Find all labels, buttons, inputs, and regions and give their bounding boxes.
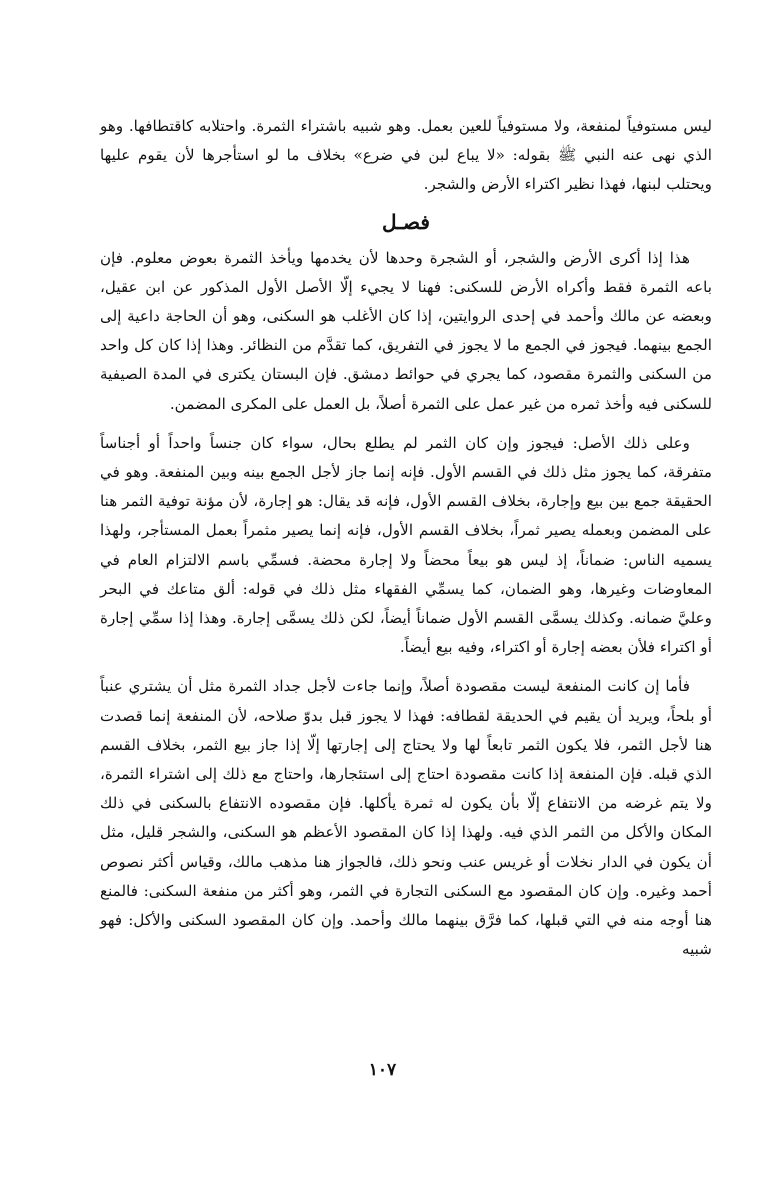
page-text	[100, 112, 712, 964]
page-number: ١٠٧	[368, 1060, 397, 1080]
paragraph: هذا إذا أكرى الأرض والشجر، أو الشجرة وحدها لأن يخدمها ويأخذ الثمرة بعوض معلوم. فإن باعه الثمرة فقط وأكراه الأرض للسكنى: فهنا لا يجيء إلّا الأصل الأول المذكور عن ابن عقيل، وبعضه عن مالك وأحمد في إحدى الروايتين، إذا كان الأغلب هو السكنى، وهو أن الحاجة داعية إلى الجمع بينهما. فيجوز في الجمع ما لا يجوز في التفريق، كما تقدَّم من النظائر. وهذا إذا كان كل واحد من السكنى والثمرة مقصود، كما يجري في حوائط دمشق. فإن البستان يكترى في المدة الصيفية للسكنى فيه وأخذ ثمره من غير عمل على الثمرة أصلاً، بل العمل على المكرى المضمن.	[100, 248, 712, 413]
section-title: فصـل	[382, 209, 430, 234]
paragraph: وعلى ذلك الأصل: فيجوز وإن كان الثمر لم يطلع بحال، سواء كان جنساً واحداً أو أجناساً متفرقة، كما يجوز مثل ذلك في القسم الأول. فإنه إنما جاز لأجل الجمع بينه وبين المنفعة. وهو في الحقيقة جمع بين بيع وإجارة، بخلاف القسم الأول، فإنه قد يقال: هو إجارة، لأن مؤنة توفية الثمر هنا على المضمن وبعمله يصير ثمراً، بخلاف القسم الأول، فإنه إنما يصير مثمراً بعمل المستأجر، ولهذا يسميه الناس: ضماناً، إذ ليس هو بيعاً محضاً ولا إجارة محضة. فسمِّي باسم الالتزام العام في المعاوضات وغيرها، وهو الضمان، كما يسمِّي الفقهاء مثل ذلك في قوله: ألق متاعك في البحر وعليَّ ضمانه. وكذلك يسمَّى القسم الأول ضماناً أيضاً، لكن ذلك يسمَّى إجارة. وهذا إذا سمِّي إجارة أو اكتراء فلأن بعضه إجارة أو اكتراء، وفيه بيع أيضاً.	[100, 433, 712, 657]
opening-paragraph: ليس مستوفياً لمنفعة، ولا مستوفياً للعين بعمل. وهو شبيه باشتراء الثمرة. واحتلابه كاقتطافها. وهو الذي نهى عنه النبي ﷺ بقوله: «لا يباع لبن في ضرع» بخلاف ما لو استأجرها لأن يقوم عليها ويحتلب لبنها، فهذا نظير اكتراء الأرض والشجر.	[100, 117, 712, 194]
paragraph: فأما إن كانت المنفعة ليست مقصودة أصلاً، وإنما جاءت لأجل جداد الثمرة مثل أن يشتري عنباً أو بلحاً، ويريد أن يقيم في الحديقة لقطافه: فهذا لا يجوز قبل بدوّ صلاحه، لأن المنفعة إنما قصدت هنا لأجل الثمر، فلا يكون الثمر تابعاً لها ولا يحتاج إلى إجارتها إلّا إذا جاز بيع الثمر، بخلاف القسم الذي قبله. فإن المنفعة إذا كانت مقصودة احتاج إلى استئجارها، واحتاج مع ذلك إلى اشتراء الثمرة، ولا يتم غرضه من الانتفاع إلّا بأن يكون له ثمرة يأكلها. فإن مقصوده الانتفاع بالسكنى في ذلك المكان والأكل من الثمر الذي فيه. ولهذا إذا كان المقصود الأعظم هو السكنى، والشجر قليل، مثل أن يكون في الدار نخلات أو غريس عنب ونحو ذلك، فالجواز هنا مذهب مالك، وقياس أكثر نصوص أحمد وغيره. وإن كان المقصود مع السكنى التجارة في الثمر، وهو أكثر من منفعة السكنى: فالمنع هنا أوجه منه في التي قبلها، كما فرَّق بينهما مالك وأحمد. وإن كان المقصود السكنى والأكل: فهو شبيه	[100, 677, 712, 959]
